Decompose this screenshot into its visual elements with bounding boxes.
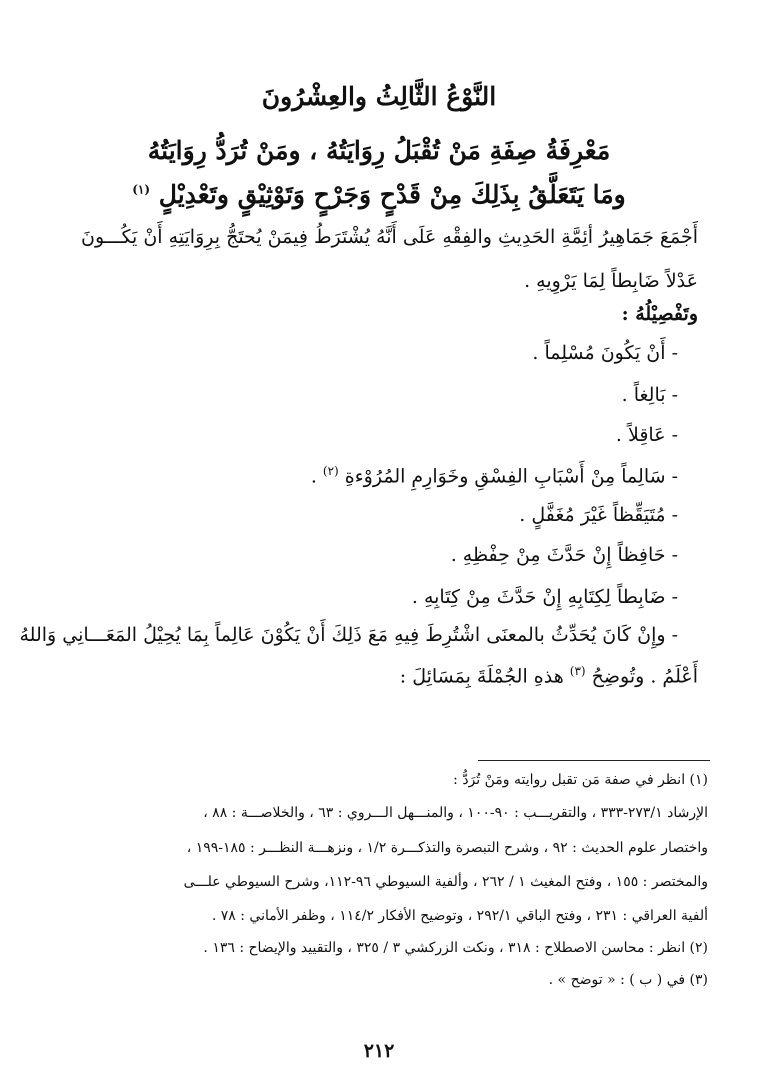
list-item-end: . — [310, 465, 317, 488]
footnote-ref-3: (٣) — [569, 664, 586, 678]
list-item: - وإِنْ كَانَ يُحَدِّثُ بالمعنَى اشْتُرِطَ فِيهِ مَعَ ذَلِكَ أَنْ يَكُوْنَ عَالِماً بِمَا يُحِيْلُ المَعَـــانِي وَاللهُ — [19, 624, 678, 646]
list-item: - بَالِغاً . — [621, 384, 678, 406]
chapter-subtitle-2 — [40, 180, 718, 209]
list-item-text: - سَالِماً مِنْ أَسْبَابِ الفِسْقِ وخَوَارِمِ المُرُوْءةِ — [344, 465, 678, 488]
footnote-1-line-2: الإرشاد ٢٧٣/١-٣٣٣ ، والتقريـــب : ٩٠-١٠٠ ، والمنـــهل الـــروي : ٦٣ ، والخلاصـــة : ٨٨ ، — [203, 805, 708, 821]
page-number: ٢١٢ — [363, 1040, 395, 1062]
chapter-subtitle: مَعْرِفَةُ صِفَةِ مَنْ تُقْبَلُ رِوَايَتُهُ ، ومَنْ تُرَدُّ رِوَايَتُهُ — [147, 136, 611, 165]
footnote-3: (٣) في ( ب ) : « توضح » . — [548, 972, 708, 988]
list-item: - مُتَيَقِّظاً غَيْرَ مُغَفَّلٍ . — [519, 504, 678, 526]
list-item: - ضَابِطاً لِكِتَابِهِ إِنْ حَدَّثَ مِنْ كِتَابِهِ . — [411, 586, 678, 608]
chapter-subtitle-2-text: ومَا يَتَعَلَّقُ بِذَلِكَ مِنْ قَدْحٍ وَجَرْحٍ وَتَوْثِيْقٍ وتَعْدِيْلٍ — [158, 180, 626, 209]
list-item: - أَنْ يَكُونَ مُسْلِماً . — [532, 342, 678, 364]
footnote-ref-1: (١) — [132, 182, 151, 197]
footnote-ref-2: (٢) — [322, 464, 339, 478]
list-item: - حَافِظاً إِنْ حَدَّثَ مِنْ حِفْظِهِ . — [450, 544, 678, 566]
footnote-1-line-3: واختصار علوم الحديث : ٩٢ ، وشرح التبصرة والتذكـــرة ١/٢ ، ونزهـــة النظـــر : ١٨٥-١٩٩ ، — [186, 840, 708, 856]
chapter-title: النَّوْعُ الثَّالِثُ والعِشْرُونَ — [261, 82, 497, 111]
intro-line-1: أَجْمَعَ جَمَاهِيرُ أئِمَّةِ الحَدِيثِ والفِقْهِ عَلَى أَنَّهُ يُشْتَرَطُ فِيمَنْ يُحتَجُّ بِرِوَايَتِهِ أَنْ يَكُـــونَ — [81, 226, 698, 248]
list-item: - عَاقِلاً . — [615, 424, 678, 446]
intro-line-2: عَدْلاً ضَابِطاً لِمَا يَرْوِيهِ . — [524, 270, 698, 292]
footnote-separator — [478, 760, 710, 761]
closing-end: هذهِ الجُمْلَةَ بِمَسَائِلَ : — [399, 665, 564, 688]
detail-heading: وتَفْصِيْلُهُ : — [621, 303, 698, 325]
footnote-1-line-1: (١) انظر في صفة مَن تقبل روايته ومَنْ تُرَدُّ : — [453, 772, 708, 788]
closing-line — [400, 664, 698, 687]
footnote-1-line-5: ألفية العراقي : ٢٣١ ، وفتح الباقي ٢٩٢/١ ، وتوضيح الأفكار ١١٤/٢ ، وظفر الأماني : ٧٨ . — [211, 908, 708, 924]
list-item — [311, 464, 678, 487]
footnote-1-line-4: والمختصر : ١٥٥ ، وفتح المغيث ١ / ٢٦٢ ، وألفية السيوطي ٩٦-١١٢، وشرح السيوطي علـــى — [183, 874, 708, 890]
closing-start: أَعْلَمُ . وتُوضِحُ — [591, 665, 698, 688]
footnote-2: (٢) انظر : محاسن الاصطلاح : ٣١٨ ، ونكت الزركشي ٣ / ٣٢٥ ، والتقييد والإيضاح : ١٣٦ . — [203, 940, 708, 956]
